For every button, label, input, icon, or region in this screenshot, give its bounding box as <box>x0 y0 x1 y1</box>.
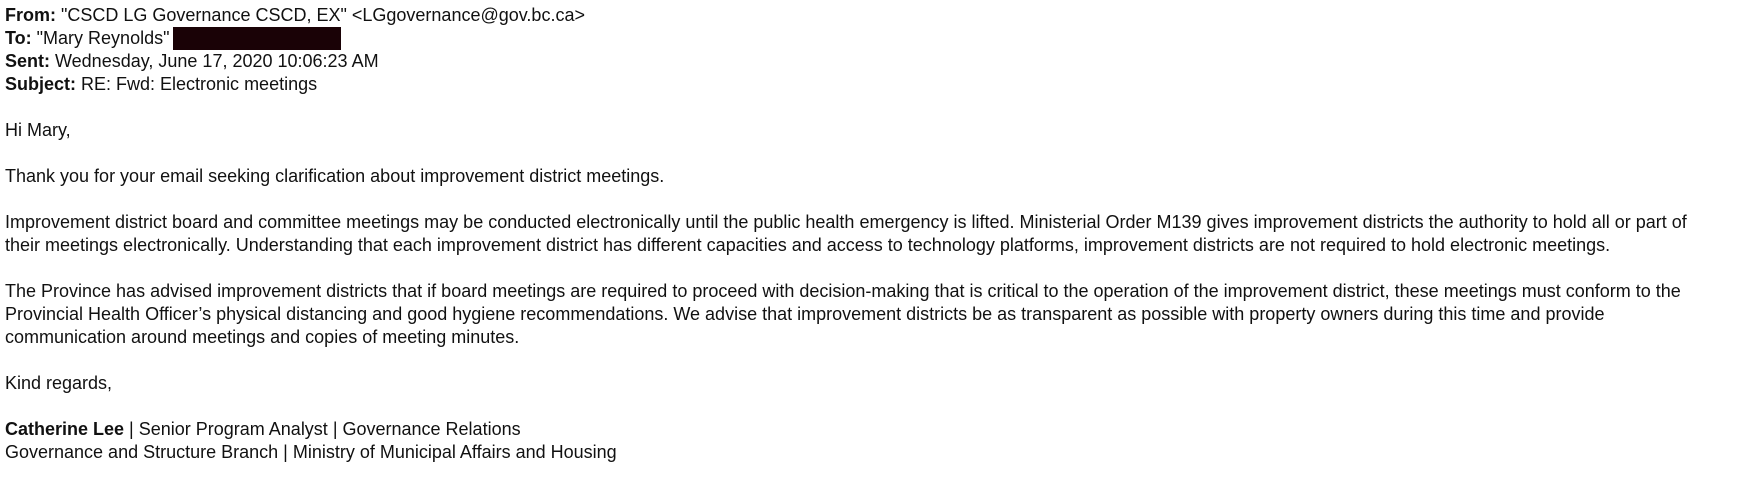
spacer <box>5 142 1730 165</box>
paragraph-line: communication around meetings and copies of meeting minutes. <box>5 327 520 347</box>
to-label: To: <box>5 28 32 48</box>
greeting: Hi Mary, <box>5 120 71 140</box>
signature-title-row <box>5 418 1730 441</box>
closing: Kind regards, <box>5 373 113 393</box>
redaction-box <box>173 27 341 50</box>
signature-name: Catherine Lee <box>5 419 125 439</box>
from-value: "CSCD LG Governance CSCD, EX" <LGgovernance@gov.bc.ca> <box>56 5 585 25</box>
spacer <box>5 96 1730 119</box>
spacer <box>5 188 1730 211</box>
paragraph-electronic-meetings <box>5 211 1730 257</box>
sent-label: Sent: <box>5 51 50 71</box>
subject-row <box>5 73 1730 96</box>
subject-value: RE: Fwd: Electronic meetings <box>76 74 318 94</box>
email-message <box>5 4 1730 464</box>
paragraph-line: Provincial Health Officer’s physical distancing and good hygiene recommendations. We advise that improvement districts be as transparent as possible with property owners during this time and provide <box>5 304 1605 324</box>
to-value: "Mary Reynolds" <box>31 28 170 48</box>
paragraph-thanks: Thank you for your email seeking clarification about improvement district meetings. <box>5 166 665 186</box>
paragraph-province-advice <box>5 280 1730 349</box>
from-row <box>5 4 1730 27</box>
signature-title: | Senior Program Analyst | Governance Relations <box>124 419 521 439</box>
paragraph-line: their meetings electronically. Understanding that each improvement district has different capacities and access to technology platforms, improvement districts are not required to hold electronic meetings. <box>5 235 1611 255</box>
signature-org: Governance and Structure Branch | Ministry of Municipal Affairs and Housing <box>5 442 617 462</box>
sent-value: Wednesday, June 17, 2020 10:06:23 AM <box>50 51 379 71</box>
from-label: From: <box>5 5 56 25</box>
subject-label: Subject: <box>5 74 77 94</box>
sent-row <box>5 50 1730 73</box>
paragraph-line: The Province has advised improvement districts that if board meetings are required to proceed with decision-making that is critical to the operation of the improvement district, these meetings must conform to the <box>5 281 1681 301</box>
spacer <box>5 349 1730 372</box>
paragraph-line: Improvement district board and committee meetings may be conducted electronically until the public health emergency is lifted. Ministerial Order M139 gives improvement districts the authority to hold all or part of <box>5 212 1687 232</box>
to-row <box>5 27 1730 50</box>
spacer <box>5 257 1730 280</box>
spacer <box>5 395 1730 418</box>
